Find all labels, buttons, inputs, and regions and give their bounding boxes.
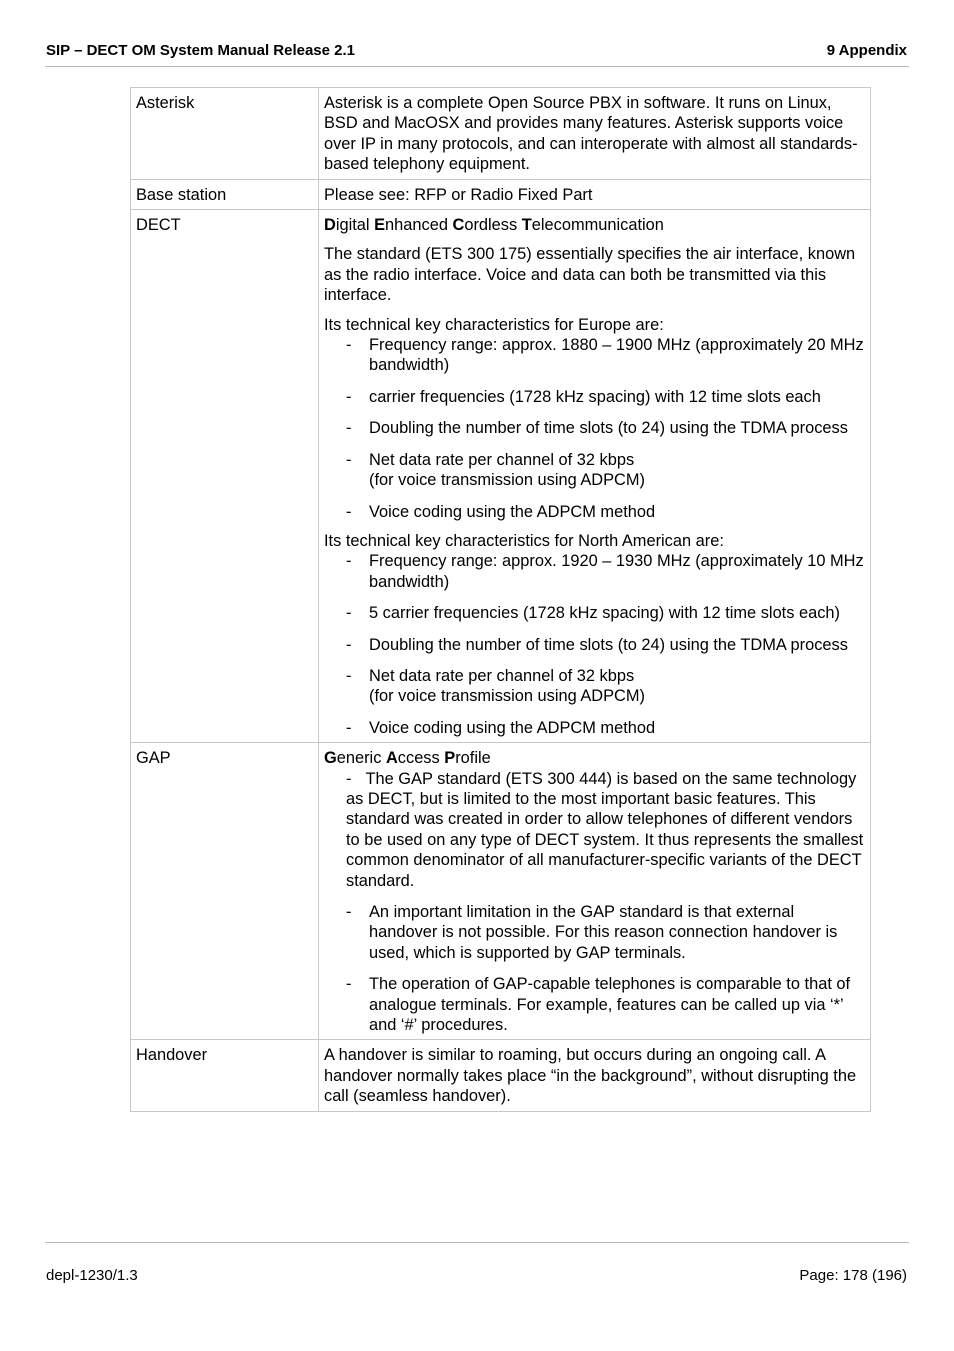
dect-europe-heading: Its technical key characteristics for Europe are: bbox=[324, 315, 664, 334]
list-item: - The operation of GAP-capable telephones is comparable to that of analogue terminals. For example, features can be called up via ‘*’ and ‘#’ procedures. bbox=[346, 975, 851, 1035]
definition-base-station bbox=[319, 179, 871, 209]
definition-gap bbox=[319, 743, 871, 1040]
term-handover: Handover bbox=[131, 1040, 319, 1111]
definition-text: A handover is similar to roaming, but occurs during an ongoing call. A handover normally takes place “in the background”, without disrupting the call (seamless handover). bbox=[324, 1046, 857, 1106]
list-item: - Frequency range: approx. 1920 – 1930 MHz (approximately 10 MHz bandwidth) bbox=[346, 552, 864, 591]
dect-na-heading: Its technical key characteristics for North American are: bbox=[324, 531, 724, 550]
list-item: - An important limitation in the GAP standard is that external handover is not possible. For this reason connection handover is used, which is supported by GAP terminals. bbox=[346, 903, 838, 962]
table-row bbox=[131, 210, 871, 743]
gap-list bbox=[324, 769, 865, 1036]
gap-expansion: Generic Access Profile bbox=[324, 749, 491, 768]
table-row bbox=[131, 88, 871, 180]
list-item: - Doubling the number of time slots (to 24) using the TDMA process bbox=[346, 419, 848, 438]
list-item: - carrier frequencies (1728 kHz spacing) with 12 time slots each bbox=[346, 387, 821, 406]
definition-dect bbox=[319, 210, 871, 743]
glossary-table bbox=[130, 87, 871, 1112]
term-dect: DECT bbox=[131, 210, 319, 743]
list-item: - 5 carrier frequencies (1728 kHz spacing) with 12 time slots each) bbox=[346, 604, 840, 623]
definition-asterisk bbox=[319, 88, 871, 180]
list-item: - Frequency range: approx. 1880 – 1900 MHz (approximately 20 MHz bandwidth) bbox=[346, 336, 864, 375]
list-item: - Doubling the number of time slots (to 24) using the TDMA process bbox=[346, 635, 848, 654]
list-item: - The GAP standard (ETS 300 444) is based on the same technology as DECT, but is limited to the most important basic features. This standard was created in order to allow telephones of different vendors to be used on any type of DECT system. It thus represents the smallest common denominator of all manufacturer-specific variants of the DECT standard. bbox=[346, 769, 864, 890]
table-row bbox=[131, 1040, 871, 1111]
term-base-station: Base station bbox=[131, 179, 319, 209]
table-row bbox=[131, 743, 871, 1040]
page-footer bbox=[45, 1242, 909, 1284]
list-item: - Voice coding using the ADPCM method bbox=[346, 718, 656, 737]
definition-text: Asterisk is a complete Open Source PBX in software. It runs on Linux, BSD and MacOSX and provides many features. Asterisk supports voice over IP in many protocols, and can interoperate with almost all standards-based telephony equipment. bbox=[324, 94, 858, 174]
definition-handover bbox=[319, 1040, 871, 1111]
dect-expansion: Digital Enhanced Cordless Telecommunication bbox=[324, 216, 664, 235]
section-title: 9 Appendix bbox=[826, 42, 907, 59]
list-item: - Net data rate per channel of 32 kbps (for voice transmission using ADPCM) bbox=[346, 666, 645, 706]
dect-intro: The standard (ETS 300 175) essentially specifies the air interface, known as the radio interface. Voice and data can both be transmitted via this interface. bbox=[324, 245, 856, 305]
page-number: Page: 178 (196) bbox=[799, 1267, 907, 1284]
document-id: depl-1230/1.3 bbox=[46, 1267, 138, 1284]
list-item: - Voice coding using the ADPCM method bbox=[346, 502, 656, 521]
term-asterisk: Asterisk bbox=[131, 88, 319, 180]
dect-europe-list bbox=[324, 335, 865, 522]
list-item: - Net data rate per channel of 32 kbps (for voice transmission using ADPCM) bbox=[346, 450, 645, 490]
table-row bbox=[131, 179, 871, 209]
definition-text: Please see: RFP or Radio Fixed Part bbox=[324, 185, 593, 204]
dect-na-list bbox=[324, 551, 865, 738]
page-header bbox=[45, 42, 909, 67]
term-gap: GAP bbox=[131, 743, 319, 1040]
document-title: SIP – DECT OM System Manual Release 2.1 bbox=[46, 42, 356, 59]
